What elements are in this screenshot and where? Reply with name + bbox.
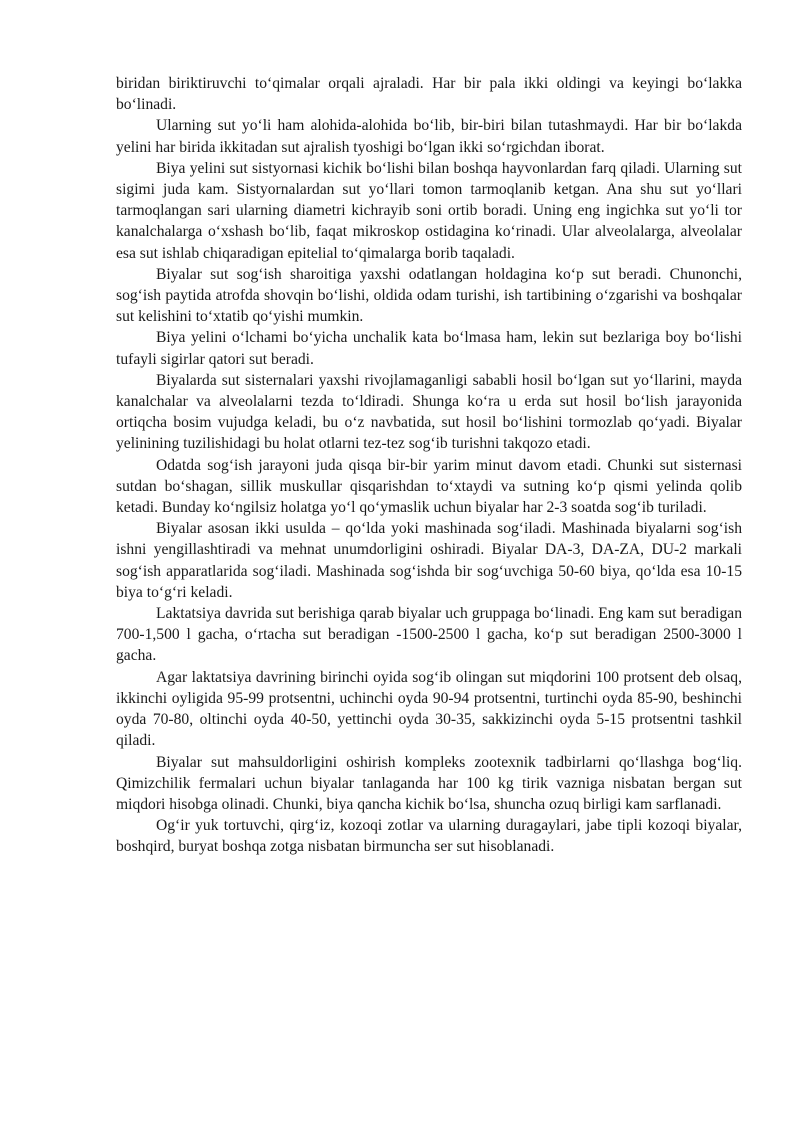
paragraph-udder-size: Biya yelini o‘lchami bo‘yicha unchalik kata bo‘lmasa ham, lekin sut bezlariga boy bo‘lishi tufayli sigirlar qatori sut beradi. [116,329,742,368]
paragraph-milking-methods: Biyalar asosan ikki usulda – qo‘lda yoki mashinada sog‘iladi. Mashinada biyalarni sog‘ish ishni yengillashtiradi va mehnat unumdorligini oshiradi. Biyalar DA-3, DA-ZA, DU-2 markali sog‘ish apparatlarida sog‘iladi. Mashinada sog‘ishda bir sog‘uvchiga 50-60 biya, qo‘lda esa 10-15 biya to‘g‘ri keladi. [116,520,742,601]
paragraph-breeds: Og‘ir yuk tortuvchi, qirg‘iz, kozoqi zotlar va ularning duragaylari, jabe tipli kozoqi biyalar, boshqird, buryat boshqa zotga nisbatan birmuncha ser sut hisoblanadi. [116,817,742,856]
paragraph-lactation-groups: Laktatsiya davrida sut berishiga qarab biyalar uch gruppaga bo‘linadi. Eng kam sut beradigan 700-1,500 l gacha, o‘rtacha sut beradigan -1500-2500 l gacha, ko‘p sut beradigan 2500-3000 l gacha. [116,605,742,665]
paragraph-milking-duration: Odatda sog‘ish jarayoni juda qisqa bir-bir yarim minut davom etadi. Chunki sut sisternasi sutdan bo‘shagan, sillik muskullar qisqarishdan to‘xtaydi va sutning ko‘p qismi yelinda qolib ketadi. Bunday ko‘ngilsiz holatga yo‘l qo‘ymaslik uchun biyalar har 2-3 soatda sog‘ib turiladi. [116,456,742,517]
paragraph-udder-ducts: Ularning sut yo‘li ham alohida-alohida bo‘lib, bir-biri bilan tutashmaydi. Har bir bo‘lakda yelini har birida ikkitadan sut ajralish tyoshigi bo‘lgan ikki so‘rgichdan iborat. [116,117,742,156]
paragraph-productivity: Biyalar sut mahsuldorligini oshirish kompleks zootexnik tadbirlarni qo‘llashga bog‘liq. Qimizchilik fermalari uchun biyalar tanlaganda har 100 kg tirik vazniga nisbatan bergan sut miqdori hisobga olinadi. Chunki, biya qancha kichik bo‘lsa, shuncha ozuq birligi kam sarflanadi. [116,753,742,813]
paragraph-milking-conditions: Biyalar sut sog‘ish sharoitiga yaxshi odatlangan holdagina ko‘p sut beradi. Chunonchi, sog‘ish paytida atrofda shovqin bo‘lishi, oldida odam turishi, ish tartibining o‘zgarishi va boshqalar sut kelishini to‘xtatib qo‘yishi mumkin. [116,265,742,326]
paragraph-cistern: Biya yelini sut sistyornasi kichik bo‘lishi bilan boshqa hayvonlardan farq qiladi. Ularning sut sigimi juda kam. Sistyornalardan sut yo‘llari tomon tarmoqlanib ketgan. Ana shu sut yo‘llari tarmoqlangan sari ularning diametri kichrayib soni ortib boradi. Uning eng ingichka sut yo‘li tor kanalchalarga o‘xshash bo‘lib, faqat mikroskop ostidagina ko‘rinadi. Ular alveolalarga, alveolalar esa sut ishlab chiqaradigan epitelial to‘qimalarga borib taqaladi. [116,159,742,262]
paragraph-lactation-months: Agar laktatsiya davrining birinchi oyida sog‘ib olingan sut miqdorini 100 protsent deb olsaq, ikkinchi oyligida 95-99 protsentni, uchinchi oyda 90-94 protsentni, turtinchi oyda 85-90, beshinchi oyda 70-80, oltinchi oyda 40-50, yettinchi oyda 30-35, sakkizinchi oyda 5-15 protsentni tashkil qiladi. [116,668,742,750]
document-page [116,73,742,858]
paragraph-continuation: biridan biriktiruvchi to‘qimalar orqali ajraladi. Har bir pala ikki oldingi va keyingi bo‘lakka bo‘linadi. [116,75,742,114]
paragraph-pressure: Biyalarda sut sisternalari yaxshi rivojlamaganligi sababli hosil bo‘lgan sut yo‘llarini, mayda kanalchalar va alveolalarni tezda to‘ldiradi. Shunga ko‘ra u erda sut hosil bo‘lish jarayonida ortiqcha bosim vujudga keladi, bu o‘z navbatida, sut hosil bo‘lishini tormozlab qo‘yadi. Biyalar yelinining tuzilishidagi bu holat otlarni tez-tez sog‘ib turishni takqozo etadi. [116,371,742,453]
